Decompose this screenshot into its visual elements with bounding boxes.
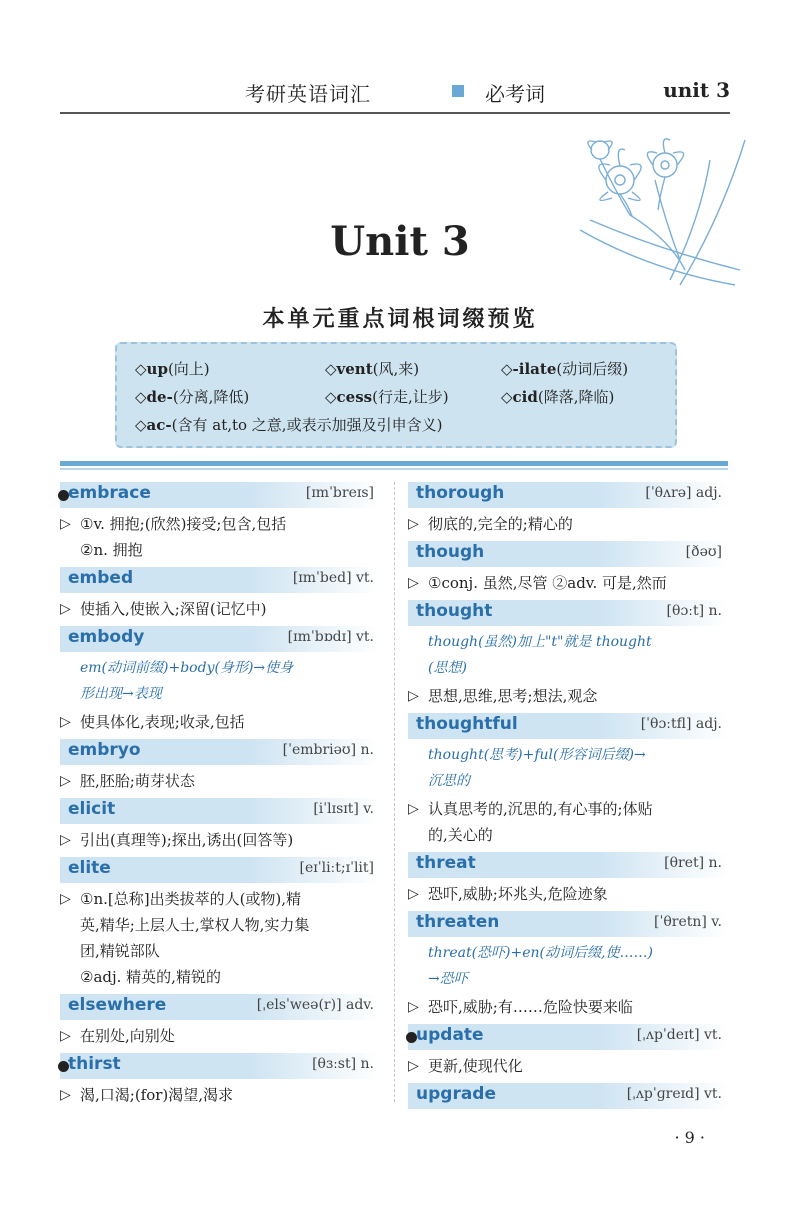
headword: elite [68,858,111,878]
phonetic: [ɪmˈbed] vt. [292,570,374,586]
triangle-icon: ▷ [60,516,71,532]
page-title: Unit 3 [330,218,470,265]
headword-row [408,541,728,567]
phonetic: [ɪmˈbɒdɪ] vt. [287,629,374,645]
headword: embrace [68,483,151,503]
page-subtitle: 本单元重点词根词缀预览 [262,306,538,332]
definition: ▷ ①conj. 虽然,尽管 ②adv. 可是,然而 [408,570,728,596]
triangle-icon: ▷ [408,575,419,591]
flower-illustration-icon [560,120,750,295]
section-divider [60,461,728,466]
headword: threaten [416,912,500,932]
headword: embody [68,627,145,647]
phonetic: [θɜːst] n. [312,1056,374,1072]
headword-row [60,1053,380,1079]
headword-row [60,994,380,1020]
left-column [60,482,380,1112]
definition: ▷ 恐吓,威胁;坏兆头,危险迹象 [408,881,728,907]
root-item: ◇cid(降落,降临) [501,388,615,406]
definition: ▷ 恐吓,威胁;有……危险快要来临 [408,994,728,1020]
phonetic: [ˈembriəʊ] n. [282,742,374,758]
phonetic: [ˈθʌrə] adj. [645,485,722,501]
definition: ▷ 使具体化,表现;收录,包括 [60,709,380,735]
phonetic: [θɔːt] n. [666,603,722,619]
definition: ▷ 在别处,向别处 [60,1023,380,1049]
definition: ▷ ①v. 拥抱;(欣然)接受;包含,包括 ②n. 拥抱 [60,511,380,563]
root-item: ◇de-(分离,降低) [135,388,250,406]
headword: thirst [68,1054,121,1074]
etymology-note: though(虽然)加上"t"就是 thought (思想) [428,634,652,676]
triangle-icon: ▷ [60,714,71,730]
headword: embed [68,568,134,588]
headword: embryo [68,740,141,760]
triangle-icon: ▷ [408,886,419,902]
triangle-icon: ▷ [408,999,419,1015]
phonetic: [ɪmˈbreɪs] [305,485,374,501]
headword-row [408,1083,728,1109]
phonetic: [ˌelsˈweə(r)] adv. [256,997,374,1013]
headword: elsewhere [68,995,167,1015]
headword: though [416,542,485,562]
root-preview-box [115,342,677,448]
phonetic: [ˈθretn] v. [654,914,722,930]
headword-row [60,482,380,508]
headword: thoughtful [416,714,518,734]
definition: ▷ 引出(真理等);探出,诱出(回答等) [60,827,380,853]
headword: update [416,1025,484,1045]
definition: ▷ 更新,使现代化 [408,1053,728,1079]
triangle-icon: ▷ [60,1087,71,1103]
triangle-icon: ▷ [60,773,71,789]
headword-row [408,713,728,739]
headword: threat [416,853,476,873]
root-item: ◇ac-(含有 at,to 之意,或表示加强及引申含义) [135,416,443,434]
headword-row [408,852,728,878]
triangle-icon: ▷ [408,801,419,817]
triangle-icon: ▷ [408,688,419,704]
definition: ▷ 彻底的,完全的;精心的 [408,511,728,537]
triangle-icon: ▷ [60,891,71,907]
definition: ▷ 渴,口渴;(for)渴望,渴求 [60,1082,380,1108]
etymology-note: thought(思考)+ful(形容词后缀)→ 沉思的 [428,747,646,789]
headword-row [60,567,380,593]
book-title: 考研英语词汇 [245,82,371,106]
headword-row [60,857,380,883]
triangle-icon: ▷ [60,1028,71,1044]
root-item: ◇-ilate(动词后缀) [501,360,629,378]
phonetic: [eɪˈliːt;ɪˈlit] [299,860,374,876]
triangle-icon: ▷ [408,516,419,532]
page-header [60,72,730,114]
etymology-note: em(动词前缀)+body(身形)→使身 形出现→表现 [80,660,294,702]
definition: ▷ ①n.[总称]出类拔萃的人(或物),精 英,精华;上层人士,掌权人物,实力集 团,精锐部队 ②adj. 精英的,精锐的 [60,886,380,990]
headword-row [408,482,728,508]
column-separator [394,482,395,1102]
headword-row [408,911,728,937]
root-item: ◇up(向上) [135,360,210,378]
triangle-icon: ▷ [60,832,71,848]
headword: elicit [68,799,116,819]
definition: ▷ 认真思考的,沉思的,有心事的;体贴 的,关心的 [408,796,728,848]
phonetic: [ðəʊ] [685,544,722,560]
etymology-note: threat(恐吓)+en(动词后缀,使……) →恐吓 [428,945,653,987]
definition: ▷ 思想,思维,思考;想法,观念 [408,683,728,709]
headword: thorough [416,483,505,503]
square-bullet-icon [452,85,464,97]
triangle-icon: ▷ [408,1058,419,1074]
right-column [408,482,728,1112]
section-name: 必考词 [485,82,545,106]
headword-row [60,739,380,765]
phonetic: [iˈlɪsɪt] v. [313,801,374,817]
phonetic: [ˌʌpˈdeɪt] vt. [636,1027,722,1043]
definition: ▷ 胚,胚胎;萌芽状态 [60,768,380,794]
triangle-icon: ▷ [60,601,71,617]
root-item: ◇vent(风,来) [325,360,420,378]
unit-tag: unit 3 [663,78,730,102]
page-number: · 9 · [674,1128,705,1147]
phonetic: [ˌʌpˈɡreɪd] vt. [626,1086,722,1102]
phonetic: [θret] n. [664,855,722,871]
headword-row [408,600,728,626]
headword: thought [416,601,493,621]
headword-row [60,626,380,652]
headword: upgrade [416,1084,496,1104]
phonetic: [ˈθɔːtfl] adj. [640,716,722,732]
section-divider-thin [60,468,728,470]
definition: ▷ 使插入,使嵌入;深留(记忆中) [60,596,380,622]
root-item: ◇cess(行走,让步) [325,388,449,406]
headword-row [408,1024,728,1050]
headword-row [60,798,380,824]
